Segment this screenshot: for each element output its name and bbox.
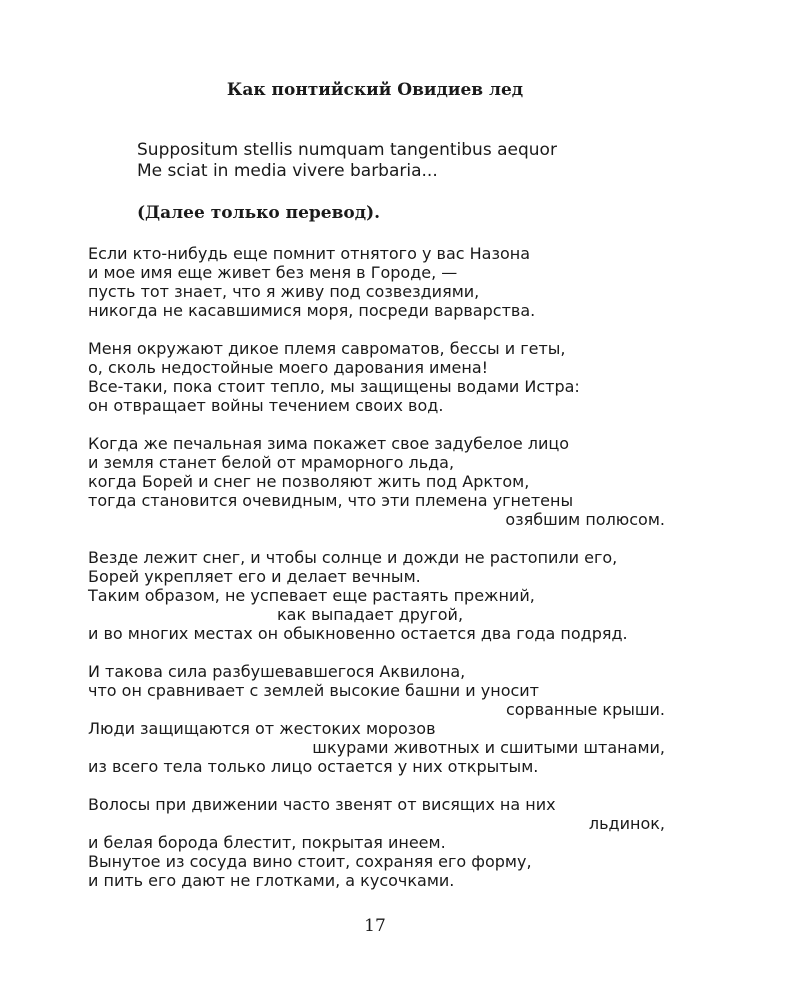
poem-line: Люди защищаются от жестоких морозов (88, 719, 436, 738)
poem-line: Вынутое из сосуда вино стоит, сохраняя его форму, (88, 852, 532, 871)
poem-line: Если кто-нибудь еще помнит отнятого у вас Назона (88, 244, 531, 263)
poem-line: Меня окружают дикое племя савроматов, бессы и геты, (88, 339, 566, 358)
poem-line: Борей укрепляет его и делает вечным. (88, 567, 421, 586)
stanza-6 (88, 795, 665, 890)
poem-line: о, сколь недостойные моего дарования имена! (88, 358, 489, 377)
poem-line: когда Борей и снег не позволяют жить под Арктом, (88, 472, 530, 491)
stanza-1 (88, 244, 665, 320)
stanza-5 (88, 662, 665, 776)
page-number: 17 (364, 916, 386, 936)
poem-line: из всего тела только лицо остается у них открытым. (88, 757, 539, 776)
stanza-2 (88, 339, 665, 415)
poem-title: Как понтийский Овидиев лед (226, 80, 524, 100)
poem-line-continuation: сорванные крыши. (505, 700, 665, 719)
poem-line-continuation: льдинок, (588, 814, 665, 833)
poem-line: пусть тот знает, что я живу под созвездиями, (88, 282, 480, 301)
poem-line: тогда становится очевидным, что эти племена угнетены (88, 491, 574, 510)
poem-line: Таким образом, не успевает еще растаять прежний, (88, 586, 535, 605)
epigraph-line: Suppositum stellis numquam tangentibus aequor (137, 140, 557, 160)
poem-line: Волосы при движении часто звенят от висящих на них (88, 795, 556, 814)
poem-line: И такова сила разбушевавшегося Аквилона, (88, 662, 466, 681)
stanza-3 (88, 434, 665, 529)
poem-line-continuation: озябшим полюсом. (505, 510, 665, 529)
poem-line: он отвращает войны течением своих вод. (88, 396, 444, 415)
poem-line: Когда же печальная зима покажет свое задубелое лицо (88, 434, 570, 453)
poem-line: Везде лежит снег, и чтобы солнце и дожди не растопили его, (88, 548, 618, 567)
translation-note: (Далее только перевод). (137, 203, 381, 223)
poem-line: никогда не касавшимися моря, посреди варварства. (88, 301, 536, 320)
poem-line-continuation: как выпадает другой, (277, 605, 464, 624)
poem-line-continuation: шкурами животных и сшитыми штанами, (312, 738, 665, 757)
poem-line: и во многих местах он обыкновенно остается два года подряд. (88, 624, 628, 643)
poem-line: и земля станет белой от мраморного льда, (88, 453, 455, 472)
latin-epigraph (137, 140, 557, 182)
poem-body (88, 244, 665, 909)
epigraph-line: Me sciat in media vivere barbaria... (137, 161, 438, 181)
poem-line: Все-таки, пока стоит тепло, мы защищены водами Истра: (88, 377, 580, 396)
poem-line: и пить его дают не глотками, а кусочками. (88, 871, 455, 890)
poem-line: что он сравнивает с землей высокие башни и уносит (88, 681, 539, 700)
poem-line: и мое имя еще живет без меня в Городе, — (88, 263, 458, 282)
stanza-4 (88, 548, 665, 643)
poem-line: и белая борода блестит, покрытая инеем. (88, 833, 446, 852)
